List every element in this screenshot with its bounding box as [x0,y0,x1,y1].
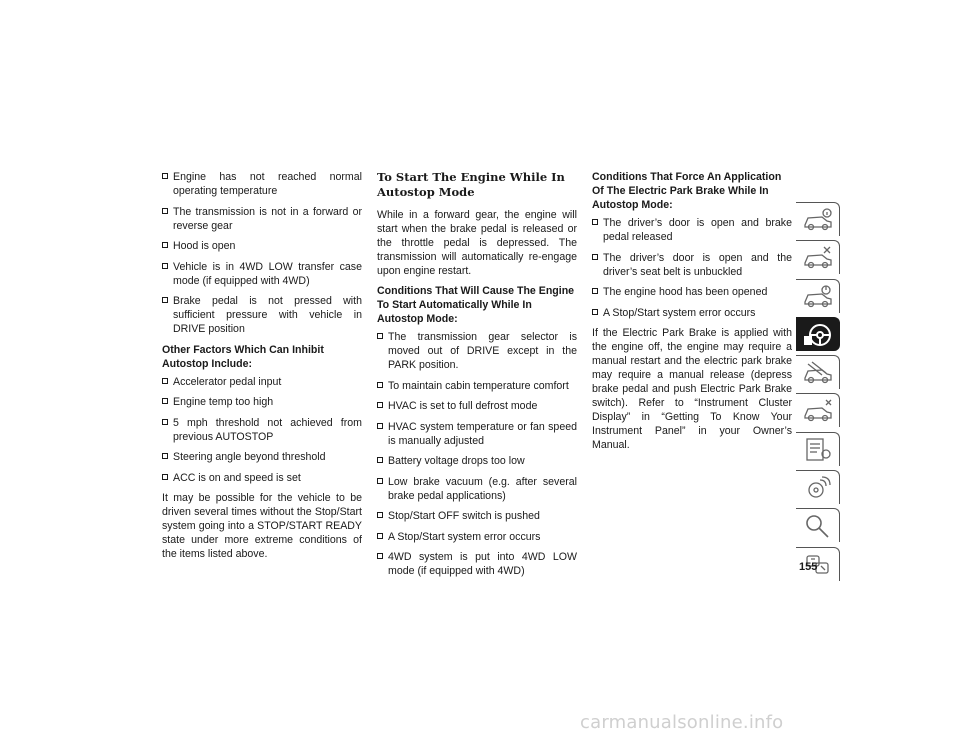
list-item-text: Low brake vacuum (e.g. after several brake pedal applications) [388,475,577,502]
bullet-list [377,330,577,578]
list-item [592,216,792,244]
subheading: Other Factors Which Can Inhibit Autostop Include: [162,343,324,370]
checkbox-bullet-icon [162,297,168,303]
chapter-tab-8[interactable] [796,470,840,504]
list-item [377,530,577,544]
list-item [377,420,577,448]
list-item-text: Accelerator pedal input [173,375,282,388]
list-item [162,416,362,444]
chapter-tab-5[interactable] [796,355,840,389]
list-item-text: Vehicle is in 4WD LOW transfer case mode (if equipped with 4WD) [173,260,362,287]
checkbox-bullet-icon [162,378,168,384]
subheading: Conditions That Force An Application Of The Electric Park Brake While In Autostop Mode: [592,171,782,211]
checkbox-bullet-icon [377,423,383,429]
checkbox-bullet-icon [162,453,168,459]
checkbox-bullet-icon [377,533,383,539]
checkbox-bullet-icon [162,398,168,404]
paragraph: While in a forward gear, the engine will start when the brake pedal is released or the throttle pedal is depressed. The transmission will automatically re-engage upon engine restart. [377,209,577,277]
paragraph: If the Electric Park Brake is applied with the engine off, the engine may require a manual restart and the electric park brake may require a manual release (depress brake pedal and push Electric Park Brake switch). Refer to “Instrument Cluster Display” in “Getting To Know Your Instrument Panel” in your Owner’s Manual. [592,327,792,451]
list-item [377,509,577,523]
list-item [592,306,792,320]
checkbox-bullet-icon [592,254,598,260]
list-item-text: Engine has not reached normal operating temperature [173,171,362,197]
list-item-text: A Stop/Start system error occurs [603,306,756,319]
list-item-text: HVAC is set to full defrost mode [388,400,538,412]
list-item-text: The engine hood has been opened [603,286,768,298]
checkbox-bullet-icon [162,242,168,248]
bullet-list [162,170,362,336]
list-item [162,375,362,389]
checkbox-bullet-icon [592,309,598,315]
chapter-tab-3[interactable] [796,279,840,313]
chapter-tab-7[interactable] [796,432,840,466]
list-item-text: HVAC system temperature or fan speed is manually adjusted [388,420,577,447]
checkbox-bullet-icon [162,419,168,425]
list-item-text: 5 mph threshold not achieved from previous AUTOSTOP [173,416,362,443]
list-item-text: The transmission is not in a forward or reverse gear [173,205,362,232]
chapter-tab-1[interactable] [796,202,840,236]
list-item [162,239,362,253]
list-item [162,471,362,485]
list-item [377,379,577,393]
checkbox-bullet-icon [162,173,168,179]
column-right [592,170,792,458]
list-item [592,285,792,299]
checkbox-bullet-icon [377,512,383,518]
list-item-text: Brake pedal is not pressed with sufficient pressure with vehicle in DRIVE position [173,295,362,335]
list-item-text: ACC is on and speed is set [173,471,301,484]
bullet-list [592,216,792,320]
section-title: To Start The Engine While In Autostop Mode [377,170,565,199]
list-item-text: Hood is open [173,240,236,252]
checkbox-bullet-icon [592,219,598,225]
list-item [377,454,577,468]
list-item [162,395,362,409]
watermark: carmanualsonline.info [580,712,784,733]
list-item-text: Steering angle beyond threshold [173,451,326,463]
list-item-text: 4WD system is put into 4WD LOW mode (if equipped with 4WD) [388,551,577,577]
chapter-tab-6[interactable] [796,393,840,427]
list-item-text: The driver’s door is open and brake pedal released [603,217,792,243]
checkbox-bullet-icon [377,402,383,408]
bullet-list [162,375,362,485]
checkbox-bullet-icon [162,263,168,269]
list-item-text: To maintain cabin temperature comfort [388,379,569,392]
checkbox-bullet-icon [377,478,383,484]
checkbox-bullet-icon [377,333,383,339]
checkbox-bullet-icon [162,208,168,214]
list-item [162,170,362,198]
column-middle [377,170,577,585]
list-item-text: The driver’s door is open and the driver’s seat belt is unbuckled [603,251,792,278]
chapter-tabs [796,202,842,585]
checkbox-bullet-icon [592,288,598,294]
list-item [162,205,362,233]
list-item [592,251,792,279]
checkbox-bullet-icon [377,382,383,388]
chapter-tab-9[interactable] [796,508,840,542]
page-number: 155 [799,561,818,573]
list-item [162,450,362,464]
list-item-text: Battery voltage drops too low [388,455,525,467]
list-item-text: A Stop/Start system error occurs [388,530,541,543]
list-item [377,550,577,578]
list-item-text: Engine temp too high [173,396,274,408]
chapter-tab-2[interactable] [796,240,840,274]
list-item-text: Stop/Start OFF switch is pushed [388,510,540,522]
list-item [377,475,577,503]
chapter-tab-4[interactable] [796,317,840,351]
list-item [377,330,577,372]
checkbox-bullet-icon [162,474,168,480]
list-item [162,294,362,336]
column-left [162,170,362,567]
list-item [377,399,577,413]
paragraph: It may be possible for the vehicle to be driven several times without the Stop/Start system going into a STOP/START READY state under more extreme conditions of the items listed above. [162,492,362,560]
checkbox-bullet-icon [377,457,383,463]
checkbox-bullet-icon [377,553,383,559]
list-item [162,260,362,288]
subheading: Conditions That Will Cause The Engine To Start Automatically While In Autostop Mode: [377,285,575,325]
list-item-text: The transmission gear selector is moved out of DRIVE except in the PARK position. [388,331,577,371]
